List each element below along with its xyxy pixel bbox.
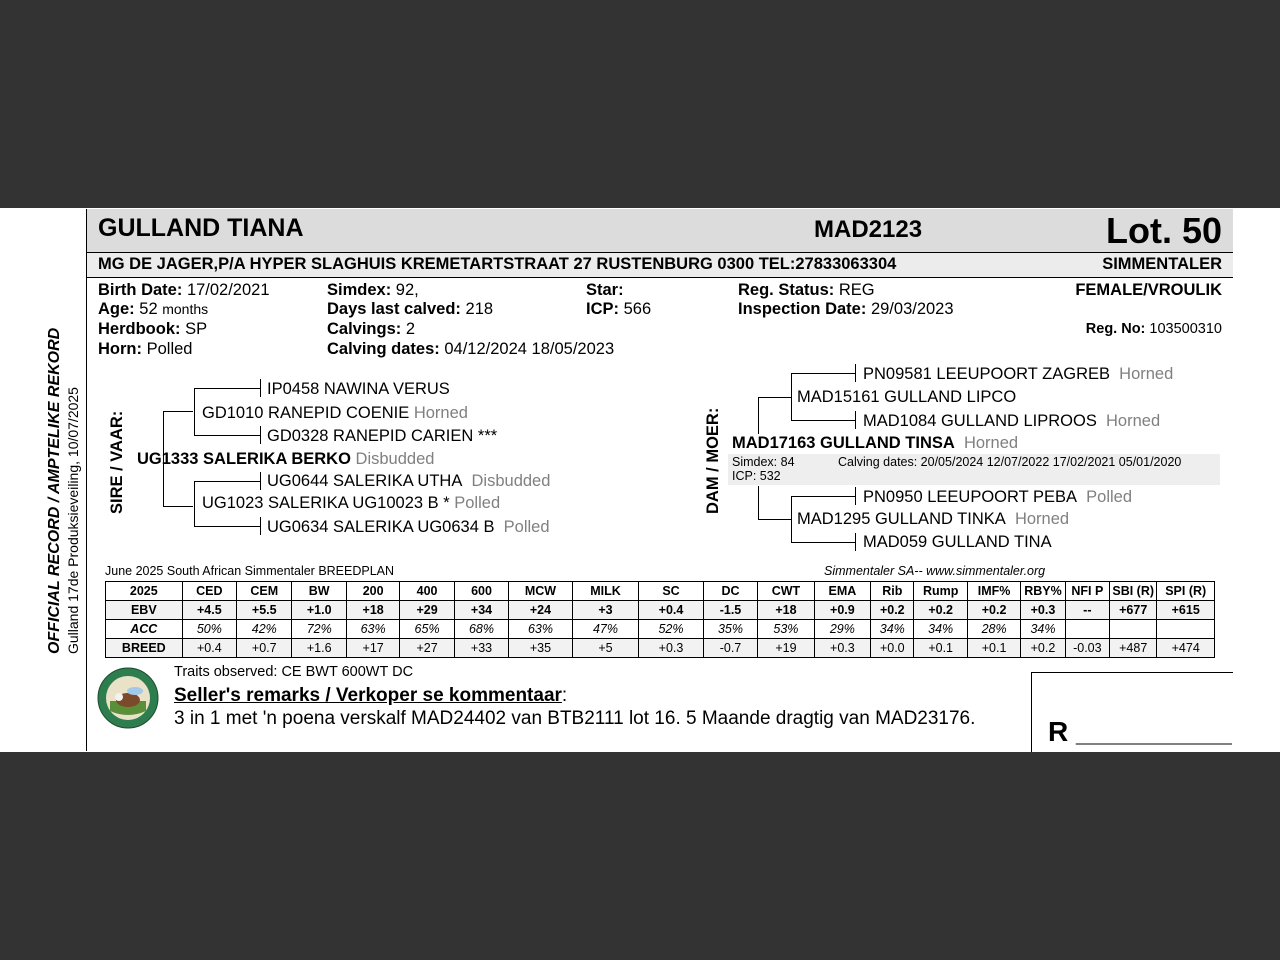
breedplan-cell: MILK xyxy=(572,582,639,601)
ss-line-bottom xyxy=(194,435,260,436)
reg-status-value: REG xyxy=(838,281,875,299)
dss-horn: Horned xyxy=(1119,365,1174,383)
sds-name: UG0644 SALERIKA UTHA xyxy=(267,472,463,490)
dd-line-top xyxy=(791,496,855,497)
ss-line-top xyxy=(194,388,260,389)
breedplan-cell: +4.5 xyxy=(182,601,236,620)
breedplan-cell: +0.3 xyxy=(1021,601,1065,620)
breedplan-cell: +18 xyxy=(346,601,399,620)
dam-bracket-upper xyxy=(758,397,759,434)
side-caption xyxy=(46,328,81,654)
ss-bracket xyxy=(194,388,195,436)
breedplan-cell: +615 xyxy=(1157,601,1215,620)
breedplan-cell: +0.2 xyxy=(871,601,914,620)
breedplan-cell: +1.0 xyxy=(292,601,346,620)
breedplan-cell: EMA xyxy=(814,582,870,601)
simdex-row xyxy=(327,281,419,300)
simdex-label: Simdex: xyxy=(327,281,392,299)
breedplan-row-ebv xyxy=(106,601,1215,620)
herdbook-value: SP xyxy=(185,320,208,338)
dam-dam-sire xyxy=(863,488,1132,507)
breedplan-cell: +0.1 xyxy=(914,639,967,658)
dam-bracket-lower xyxy=(758,486,759,520)
breedplan-cell: +17 xyxy=(346,639,399,658)
sex-label: FEMALE/VROULIK xyxy=(1075,281,1222,299)
breedplan-cell: 34% xyxy=(914,620,967,639)
dam-sire-dam xyxy=(863,412,1160,431)
sds-horn: Disbudded xyxy=(471,472,551,490)
sdd-horn: Polled xyxy=(503,518,550,536)
reg-status-label: Reg. Status: xyxy=(738,281,835,299)
breedplan-cell: +35 xyxy=(509,639,573,658)
birth-date-row xyxy=(98,281,270,300)
inspection-value: 29/03/2023 xyxy=(870,300,954,318)
official-record-label: OFFICIAL RECORD / AMPTELIKE REKORD xyxy=(46,327,63,654)
sd-line-bottom xyxy=(194,526,260,527)
dsd-horn: Horned xyxy=(1106,412,1161,430)
dam-sire-sire xyxy=(863,365,1173,384)
sds-tick xyxy=(260,472,261,490)
icp-row xyxy=(586,300,651,319)
animal-name: GULLAND TIANA xyxy=(98,214,304,242)
days-calved-label: Days last calved: xyxy=(327,300,461,318)
breedplan-cell: CWT xyxy=(758,582,814,601)
breedplan-row-acc xyxy=(106,620,1215,639)
star-row xyxy=(586,281,624,300)
sire-sire-sire xyxy=(267,380,450,399)
simdex-value: 92, xyxy=(395,281,419,299)
days-calved-value: 218 xyxy=(465,300,494,318)
breedplan-cell: Rump xyxy=(914,582,967,601)
ds-line-top xyxy=(791,373,855,374)
breedplan-cell: +0.9 xyxy=(814,601,870,620)
breedplan-cell: 50% xyxy=(182,620,236,639)
breedplan-cell: +487 xyxy=(1110,639,1157,658)
sd-line-top xyxy=(194,481,260,482)
age-value: 52 xyxy=(139,300,158,318)
sd-horn: Polled xyxy=(454,494,501,512)
sire-dam xyxy=(202,494,500,513)
horn-value: Polled xyxy=(146,340,193,358)
horn-row xyxy=(98,340,192,359)
breedplan-row-head xyxy=(106,582,1215,601)
sd-name: UG1023 SALERIKA UG10023 B * xyxy=(202,494,450,512)
breedplan-cell: 28% xyxy=(967,620,1020,639)
sire-dam-sire xyxy=(267,472,550,491)
breedplan-cell: +0.0 xyxy=(871,639,914,658)
breedplan-cell: MCW xyxy=(509,582,573,601)
breedplan-cell: +1.6 xyxy=(292,639,346,658)
remarks-text: 3 in 1 met 'n poena verskalf MAD24402 van BTB2111 lot 16. 5 Maande dragtig van MAD23176. xyxy=(174,708,976,729)
breedplan-cell: 65% xyxy=(400,620,454,639)
dam-section-label: DAM / MOER: xyxy=(704,407,722,514)
breedplan-cell: 34% xyxy=(871,620,914,639)
ssd-tick xyxy=(260,426,261,444)
dd-bracket xyxy=(791,496,792,543)
dam-simdex: Simdex: 84 xyxy=(732,455,795,469)
dam-dam-dam xyxy=(863,533,1052,552)
dds-name: PN0950 LEEUPOORT PEBA xyxy=(863,488,1077,506)
breedplan-cell: SPI (R) xyxy=(1157,582,1215,601)
dam xyxy=(732,434,1018,453)
breedplan-cell: RBY% xyxy=(1021,582,1065,601)
price-field[interactable]: R __________ xyxy=(1048,716,1232,747)
remarks-colon: : xyxy=(561,685,568,706)
sire-horn: Disbudded xyxy=(355,450,435,468)
age-label: Age: xyxy=(98,300,135,318)
breedplan-cell: 52% xyxy=(639,620,704,639)
breedplan-cell xyxy=(1157,620,1215,639)
breedplan-cell: +5.5 xyxy=(237,601,292,620)
dd-name: MAD1295 GULLAND TINKA xyxy=(797,510,1006,528)
dd-line-bottom xyxy=(791,542,855,543)
breedplan-cell: 400 xyxy=(400,582,454,601)
lot-number: Lot. 50 xyxy=(1105,210,1222,251)
traits-observed: Traits observed: CE BWT 600WT DC xyxy=(174,664,414,680)
breedplan-cell: SBI (R) xyxy=(1110,582,1157,601)
inspection-row xyxy=(738,300,954,319)
sire-section-label: SIRE / VAAR: xyxy=(108,410,126,514)
breedplan-cell: +0.2 xyxy=(967,601,1020,620)
ds-name: MAD15161 GULLAND LIPCO xyxy=(797,388,1017,406)
reg-no-row xyxy=(1086,321,1222,337)
breedplan-cell: 35% xyxy=(703,620,757,639)
breedplan-cell: -1.5 xyxy=(703,601,757,620)
ddd-tick xyxy=(855,533,856,551)
breedplan-cell: 200 xyxy=(346,582,399,601)
sss-name: IP0458 NAWINA VERUS xyxy=(267,380,450,398)
breedplan-cell: 72% xyxy=(292,620,346,639)
ds-bracket xyxy=(791,373,792,421)
breedplan-cell: +18 xyxy=(758,601,814,620)
reg-no-label: Reg. No: xyxy=(1085,321,1146,337)
simmentaler-logo xyxy=(97,667,159,729)
reg-status-row xyxy=(738,281,875,300)
dam-name: MAD17163 GULLAND TINSA xyxy=(732,434,955,452)
breedplan-cell: 68% xyxy=(454,620,508,639)
star-label: Star: xyxy=(586,281,624,299)
breedplan-cell: 42% xyxy=(237,620,292,639)
dss-tick xyxy=(855,364,856,382)
ss-name: GD1010 RANEPID COENIE xyxy=(202,404,410,422)
age-unit: months xyxy=(162,301,209,317)
breedplan-row-breed xyxy=(106,639,1215,658)
breedplan-cell: -0.7 xyxy=(703,639,757,658)
ds-line-bottom xyxy=(791,420,855,421)
sire-line-upper xyxy=(163,411,193,412)
breedplan-cell: 63% xyxy=(509,620,573,639)
calvings-row xyxy=(327,320,415,339)
breedplan-cell: -0.03 xyxy=(1065,639,1109,658)
dsd-tick xyxy=(855,411,856,429)
breedplan-cell: EBV xyxy=(106,601,183,620)
breedplan-cell: +3 xyxy=(572,601,639,620)
dam-calving-dates: Calving dates: 20/05/2024 12/07/2022 17/02/2021 05/01/2020 xyxy=(838,455,1182,469)
sire-dam-dam xyxy=(267,518,550,537)
sd-bracket xyxy=(194,481,195,527)
owner-details: MG DE JAGER,P/A HYPER SLAGHUIS KREMETARTSTRAAT 27 RUSTENBURG 0300 TEL:27833063304 xyxy=(98,255,897,273)
dds-tick xyxy=(855,487,856,505)
breedplan-cell: +0.2 xyxy=(914,601,967,620)
breedplan-cell: ACC xyxy=(106,620,183,639)
breedplan-cell: +19 xyxy=(758,639,814,658)
breedplan-cell: CEM xyxy=(237,582,292,601)
dam-sire xyxy=(797,388,1016,407)
breedplan-cell: SC xyxy=(639,582,704,601)
remarks-label: Seller's remarks / Verkoper se kommentaar xyxy=(174,685,562,706)
icp-label: ICP: xyxy=(586,300,619,318)
breedplan-table xyxy=(105,581,1215,658)
breedplan-cell: IMF% xyxy=(967,582,1020,601)
breedplan-cell: Rib xyxy=(871,582,914,601)
breedplan-cell: 29% xyxy=(814,620,870,639)
breedplan-title: June 2025 South African Simmentaler BREEDPLAN xyxy=(105,564,395,578)
breedplan-cell: +33 xyxy=(454,639,508,658)
icp-value: 566 xyxy=(623,300,652,318)
breedplan-cell: BW xyxy=(292,582,346,601)
sire-sire xyxy=(202,404,468,423)
reg-no-value: 103500310 xyxy=(1149,321,1222,337)
calving-dates-label: Calving dates: xyxy=(327,340,440,358)
breedplan-cell: NFI P xyxy=(1065,582,1109,601)
breedplan-cell: 63% xyxy=(346,620,399,639)
age-row xyxy=(98,300,208,319)
sdd-name: UG0634 SALERIKA UG0634 B xyxy=(267,518,495,536)
breedplan-cell: +27 xyxy=(400,639,454,658)
breedplan-cell xyxy=(1065,620,1109,639)
animal-id: MAD2123 xyxy=(814,216,923,243)
dss-name: PN09581 LEEUPOORT ZAGREB xyxy=(863,365,1110,383)
breedplan-cell: 47% xyxy=(572,620,639,639)
breedplan-cell: +677 xyxy=(1110,601,1157,620)
sire-sire-dam xyxy=(267,427,497,446)
sire-line-lower xyxy=(163,506,193,507)
breedplan-cell: DC xyxy=(703,582,757,601)
dds-horn: Polled xyxy=(1086,488,1133,506)
dam-dam xyxy=(797,510,1069,529)
dam-line-upper xyxy=(758,397,791,398)
sire-name: UG1333 SALERIKA BERKO xyxy=(137,450,351,468)
breedplan-cell: +0.7 xyxy=(237,639,292,658)
ssd-name: GD0328 RANEPID CARIEN *** xyxy=(267,427,498,445)
ss-horn: Horned xyxy=(413,404,468,422)
calving-dates-row xyxy=(327,340,614,359)
breedplan-cell: CED xyxy=(182,582,236,601)
dsd-name: MAD1084 GULLAND LIPROOS xyxy=(863,412,1097,430)
breedplan-cell: BREED xyxy=(106,639,183,658)
days-calved-row xyxy=(327,300,493,319)
breedplan-cell: +0.1 xyxy=(967,639,1020,658)
breedplan-cell: +29 xyxy=(400,601,454,620)
breedplan-cell xyxy=(1110,620,1157,639)
sire xyxy=(137,450,434,469)
sale-name-label: Gulland 17de Produksieveiling, 10/07/2025 xyxy=(65,387,81,654)
birth-date-value: 17/02/2021 xyxy=(186,281,270,299)
birth-date-label: Birth Date: xyxy=(98,281,183,299)
breedplan-cell: +24 xyxy=(509,601,573,620)
breedplan-cell: 600 xyxy=(454,582,508,601)
breedplan-cell: +0.4 xyxy=(639,601,704,620)
calvings-value: 2 xyxy=(405,320,416,338)
breedplan-site: Simmentaler SA-- www.simmentaler.org xyxy=(824,564,1046,578)
breedplan-cell: +0.4 xyxy=(182,639,236,658)
breedplan-cell: 34% xyxy=(1021,620,1065,639)
herdbook-row xyxy=(98,320,207,339)
breedplan-cell: +5 xyxy=(572,639,639,658)
dd-horn: Horned xyxy=(1014,510,1070,528)
breedplan-cell: +474 xyxy=(1157,639,1215,658)
remarks-heading xyxy=(174,685,567,707)
herdbook-label: Herdbook: xyxy=(98,320,181,338)
breed-name: SIMMENTALER xyxy=(1102,255,1222,273)
calvings-label: Calvings: xyxy=(327,320,402,338)
inspection-label: Inspection Date: xyxy=(738,300,867,318)
calving-dates-value: 04/12/2024 18/05/2023 xyxy=(444,340,615,358)
breedplan-cell: -- xyxy=(1065,601,1109,620)
ddd-name: MAD059 GULLAND TINA xyxy=(863,533,1052,551)
sss-tick xyxy=(260,379,261,397)
breedplan-cell: 53% xyxy=(758,620,814,639)
breedplan-cell: +0.3 xyxy=(814,639,870,658)
breedplan-cell: 2025 xyxy=(106,582,183,601)
breedplan-cell: +0.2 xyxy=(1021,639,1065,658)
dam-horn: Horned xyxy=(963,434,1019,452)
dam-icp: ICP: 532 xyxy=(732,469,781,483)
breedplan-cell: +0.3 xyxy=(639,639,704,658)
dam-line-lower xyxy=(758,519,791,520)
sdd-tick xyxy=(260,517,261,535)
breedplan-cell: +34 xyxy=(454,601,508,620)
horn-label: Horn: xyxy=(98,340,142,358)
